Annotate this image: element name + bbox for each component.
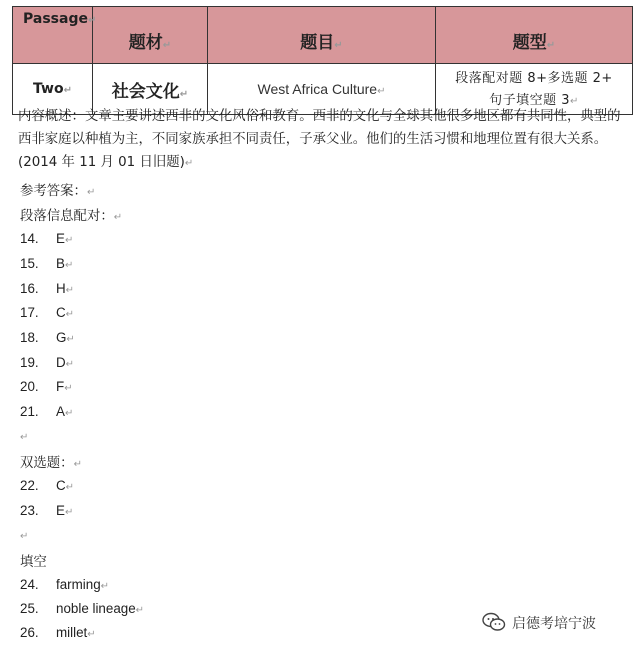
content-summary: 内容概述：文章主要讲述西非的文化风俗和教育。西非的文化与全球其他很多地区都有共同性，典型的西非家庭以种植为主，不同家族承担不同责任，子承父业。他们的生活习惯和地理位置有很大关系。(2014 年 11 月 01 日旧题)↵ xyxy=(18,109,621,170)
answer-item: 18. G↵ xyxy=(20,330,75,345)
blank-paragraph-mark: ↵ xyxy=(20,531,29,542)
wechat-icon xyxy=(482,612,506,636)
cell-topic: 社会文化↵ xyxy=(93,64,208,115)
header-type: 题型↵ xyxy=(436,7,633,64)
section1-label: 段落信息配对：↵ xyxy=(20,209,123,224)
answer-item: 17. C↵ xyxy=(20,305,75,320)
answer-item: 24. farming↵ xyxy=(20,577,110,592)
watermark xyxy=(482,612,596,636)
table-header-row xyxy=(13,7,633,64)
answer-item: 22. C↵ xyxy=(20,478,75,493)
cell-type-line2: 句子填空题 3↵ xyxy=(489,92,579,108)
answer-item: 25. noble lineage↵ xyxy=(20,601,145,616)
answer-item: 16. H↵ xyxy=(20,281,75,296)
section3-label: 填空 xyxy=(20,555,47,570)
section2-label: 双选题：↵ xyxy=(20,456,82,471)
reference-answer-label: 参考答案：↵ xyxy=(20,184,96,199)
answer-item: 21. A↵ xyxy=(20,404,74,419)
answer-item: 15. B↵ xyxy=(20,256,74,271)
blank-paragraph-mark: ↵ xyxy=(20,432,29,443)
passage-info-table xyxy=(12,6,633,115)
cell-passage: Two↵ xyxy=(13,64,93,115)
header-passage: Passage↵ xyxy=(13,7,93,64)
cell-type-line1: 段落配对题 8+多选题 2+ xyxy=(455,70,613,86)
header-title: 题目↵ xyxy=(208,7,436,64)
answer-item: 14. E↵ xyxy=(20,231,74,246)
answer-item: 20. F↵ xyxy=(20,379,73,394)
watermark-text: 启德考培宁波 xyxy=(512,616,596,632)
answer-item: 23. E↵ xyxy=(20,503,74,518)
answer-item: 19. D↵ xyxy=(20,355,75,370)
answer-item: 26. millet↵ xyxy=(20,625,96,640)
cell-title: West Africa Culture↵ xyxy=(208,64,436,115)
header-topic: 题材↵ xyxy=(93,7,208,64)
